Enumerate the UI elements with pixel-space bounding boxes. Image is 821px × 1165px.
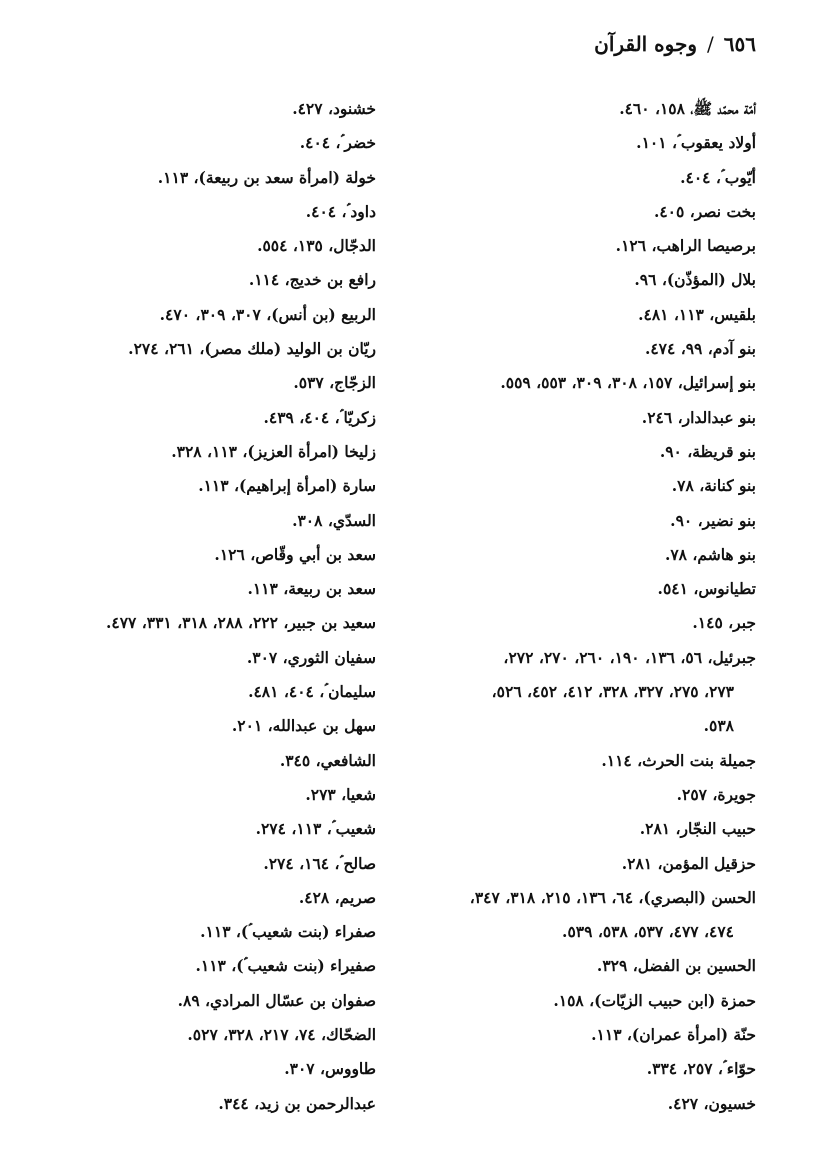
- index-entry: حنّة (امرأة عمران)، ١١٣.: [591, 1025, 756, 1045]
- index-entry: بلال (المؤذّن)، ٩٦.: [634, 270, 756, 290]
- index-column-left: [6, 92, 376, 1121]
- index-entry: حمزة (ابن حبيب الزيّات)، ١٥٨.: [553, 990, 756, 1010]
- index-entry: أمّة محمّد ﷺ، ١٥٨، ٤٦٠.: [619, 99, 756, 118]
- index-entry: الحسن (البصري)، ٦٤، ١٣٦، ٢١٥، ٣١٨، ٣٤٧،: [469, 887, 756, 907]
- index-entry: الضحّاك، ٧٤، ٢١٧، ٣٢٨، ٥٢٧.: [187, 1025, 376, 1045]
- index-entry: جبر، ١٤٥.: [692, 613, 756, 633]
- index-entry: حزقيل المؤمن، ٢٨١.: [621, 853, 756, 873]
- index-entry: شعيب ؑ، ١١٣، ٢٧٤.: [255, 819, 376, 839]
- index-entry: خولة (امرأة سعد بن ربيعة)، ١١٣.: [157, 167, 376, 187]
- index-entry-continuation: ٢٧٣، ٢٧٥، ٣٢٧، ٣٢٨، ٤١٢، ٤٥٢، ٥٢٦،: [491, 682, 734, 702]
- index-entry: جويرة، ٢٥٧.: [676, 784, 756, 804]
- index-entry: زليخا (امرأة العزيز)، ١١٣، ٣٢٨.: [171, 441, 376, 461]
- index-entry: بنو هاشم، ٧٨.: [664, 544, 756, 564]
- page-number: ٦٥٦: [723, 32, 756, 56]
- index-entry: السدّي، ٣٠٨.: [292, 510, 376, 530]
- index-entry: صفوان بن عسّال المرادي، ٨٩.: [177, 990, 376, 1010]
- index-entry: بنو نضير، ٩٠.: [670, 510, 756, 530]
- index-entry: سعيد بن جبير، ٢٢٢، ٢٨٨، ٣١٨، ٣٣١، ٤٧٧.: [105, 613, 376, 633]
- index-entry: جميلة بنت الحرث، ١١٤.: [601, 750, 756, 770]
- index-entry: زكريّا ؑ، ٤٠٤، ٤٣٩.: [263, 407, 376, 427]
- index-entry: الزجّاج، ٥٣٧.: [293, 373, 376, 393]
- index-entry: بلقيس، ١١٣، ٤٨١.: [638, 304, 756, 324]
- index-entry: خسيون، ٤٢٧.: [667, 1093, 756, 1113]
- index-entry: الربيع (بن أنس)، ٣٠٧، ٣٠٩، ٤٧٠.: [159, 304, 376, 324]
- index-entry: صالح ؑ، ١٦٤، ٢٧٤.: [263, 853, 376, 873]
- index-entry: أولاد يعقوب ؑ، ١٠١.: [636, 133, 756, 153]
- index-entry: صفراء (بنت شعيب ؑ)، ١١٣.: [200, 922, 376, 942]
- index-entry-continuation: ٥٣٨.: [703, 716, 734, 736]
- index-entry: تطيانوس، ٥٤١.: [657, 579, 756, 599]
- book-title: وجوه القرآن: [594, 32, 698, 56]
- index-entry: عبدالرحمن بن زيد، ٣٤٤.: [218, 1093, 376, 1113]
- index-entry: سفيان الثوري، ٣٠٧.: [246, 647, 376, 667]
- index-entry: بنو كنانة، ٧٨.: [671, 476, 756, 496]
- index-entry: الدجّال، ١٣٥، ٥٥٤.: [257, 236, 376, 256]
- index-entry: أيّوب ؑ، ٤٠٤.: [680, 167, 756, 187]
- index-entry: سعد بن أبي وقّاص، ١٢٦.: [214, 544, 376, 564]
- index-entry: سعد بن ربيعة، ١١٣.: [247, 579, 376, 599]
- index-entry: طاووس، ٣٠٧.: [284, 1059, 376, 1079]
- index-entry: حبيب النجّار، ٢٨١.: [639, 819, 756, 839]
- header-separator: /: [707, 32, 714, 56]
- page-header: [594, 32, 756, 56]
- index-entry: خشنود، ٤٢٧.: [292, 99, 376, 118]
- index-entry-continuation: ٤٧٤، ٤٧٧، ٥٣٧، ٥٣٨، ٥٣٩.: [562, 922, 734, 942]
- index-entry: بنو قريظة، ٩٠.: [659, 441, 756, 461]
- index-entry: جبرئيل، ٥٦، ١٣٦، ١٩٠، ٢٦٠، ٢٧٠، ٢٧٢،: [503, 647, 756, 667]
- index-entry: بخت نصر، ٤٠٥.: [653, 201, 756, 221]
- index-entry: سهل بن عبدالله، ٢٠١.: [231, 716, 376, 736]
- index-entry: بنو آدم، ٩٩، ٤٧٤.: [644, 339, 756, 359]
- index-entry: بنو عبدالدار، ٢٤٦.: [641, 407, 756, 427]
- index-entry: رافع بن خديج، ١١٤.: [248, 270, 376, 290]
- index-entry: خضر ؑ، ٤٠٤.: [299, 133, 376, 153]
- index-entry: حوّاء ؑ، ٢٥٧، ٣٣٤.: [646, 1059, 756, 1079]
- index-entry: ريّان بن الوليد (ملك مصر)، ٢٦١، ٢٧٤.: [128, 339, 376, 359]
- index-entry: الشافعي، ٣٤٥.: [279, 750, 376, 770]
- index-column-right: [401, 92, 756, 1121]
- index-entry: سليمان ؑ، ٤٠٤، ٤٨١.: [248, 682, 376, 702]
- index-entry: بنو إسرائيل، ١٥٧، ٣٠٨، ٣٠٩، ٥٥٣، ٥٥٩.: [500, 373, 756, 393]
- index-entry: شعيا، ٢٧٣.: [305, 784, 376, 804]
- index-entry: داود ؑ، ٤٠٤.: [305, 201, 376, 221]
- index-entry: صريم، ٤٢٨.: [298, 887, 376, 907]
- index-entry: صفيراء (بنت شعيب ؑ)، ١١٣.: [195, 956, 376, 976]
- index-entry: الحسين بن الفضل، ٣٢٩.: [596, 956, 756, 976]
- index-entry: سارة (امرأة إبراهيم)، ١١٣.: [198, 476, 376, 496]
- index-entry: برصيصا الراهب، ١٢٦.: [615, 236, 756, 256]
